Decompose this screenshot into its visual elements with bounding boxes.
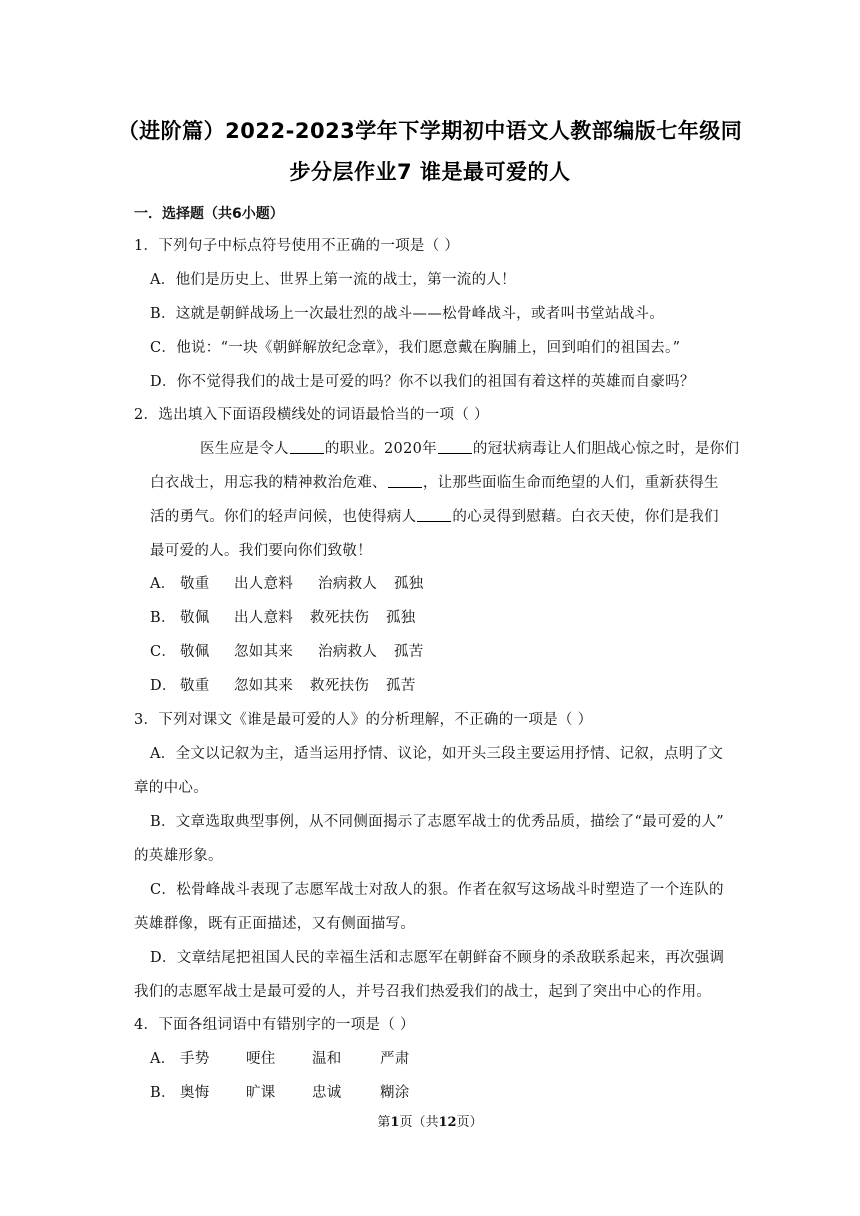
passage-text: 白衣战士，用忘我的精神救治危难、	[150, 475, 387, 491]
option-label: D．	[150, 678, 177, 694]
question-3-stem: 3．下列对课文《谁是最可爱的人》的分析理解，不正确的一项是（ ）	[134, 712, 593, 728]
option-word: 严肃	[380, 1051, 410, 1067]
question-1-stem: 1．下列句子中标点符号使用不正确的一项是（ ）	[134, 238, 460, 254]
page-footer	[0, 1111, 860, 1130]
option-word: 治病救人	[318, 576, 378, 592]
passage-text: 的心灵得到慰藉。白衣天使，你们是我们	[452, 509, 719, 525]
question-4-option-a	[150, 1049, 410, 1069]
fill-blank-3	[388, 473, 422, 488]
option-word: 敬佩	[180, 610, 210, 626]
option-word: 孤独	[394, 576, 424, 592]
question-4-option-b	[150, 1083, 410, 1103]
passage-text: 的冠状病毒让人们胆战心惊之时，是你们	[472, 441, 740, 457]
question-4-stem: 4．下面各组词语中有错别字的一项是（ ）	[134, 1017, 415, 1033]
passage-text: ，让那些面临生命而绝望的人们，重新获得生	[422, 475, 719, 491]
question-3-option-d-cont: 我们的志愿军战士是最可爱的人，并号召我们热爱我们的战士，起到了突出中心的作用。	[134, 984, 712, 1000]
question-2-stem: 2．选出填入下面语段横线处的词语最恰当的一项（ ）	[134, 407, 489, 423]
option-word: 孤独	[386, 610, 416, 626]
question-2-passage-line-3	[150, 507, 719, 527]
option-label: B．	[150, 610, 176, 626]
question-2-passage-line-4: 最可爱的人。我们要向你们致敬！	[150, 543, 372, 559]
option-word: 孤苦	[386, 678, 416, 694]
option-word: 忽如其来	[234, 644, 294, 660]
question-3-option-a-cont: 章的中心。	[134, 780, 208, 796]
question-3-option-d: D．文章结尾把祖国人民的幸福生活和志愿军在朝鲜奋不顾身的杀敌联系起来，再次强调	[150, 950, 725, 966]
question-1-option-d: D．你不觉得我们的战士是可爱的吗？你不以我们的祖国有着这样的英雄而自豪吗？	[150, 374, 695, 390]
option-word: 孤苦	[394, 644, 424, 660]
option-word: 手势	[180, 1051, 210, 1067]
option-word: 旷课	[246, 1085, 276, 1101]
option-label: B．	[150, 1085, 176, 1101]
question-3-option-b: B．文章选取典型事例，从不同侧面揭示了志愿军战士的优秀品质，描绘了“最可爱的人”	[150, 814, 724, 830]
option-word: 救死扶伤	[310, 678, 370, 694]
option-word: 敬佩	[180, 644, 210, 660]
option-word: 出人意料	[234, 610, 294, 626]
option-word: 治病救人	[318, 644, 378, 660]
passage-text: 的职业。2020年	[324, 441, 437, 457]
question-3-option-b-cont: 的英雄形象。	[134, 848, 223, 864]
option-word: 救死扶伤	[310, 610, 370, 626]
question-2-passage-line-1	[200, 439, 739, 459]
question-2-option-c	[150, 642, 424, 662]
section-heading: 一．选择题（共6小题）	[134, 206, 284, 222]
document-title-line-2: 步分层作业7 谁是最可爱的人	[289, 160, 571, 184]
option-word: 忽如其来	[234, 678, 294, 694]
option-word: 敬重	[180, 678, 210, 694]
option-word: 糊涂	[380, 1085, 410, 1101]
fill-blank-2	[438, 439, 472, 454]
option-word: 出人意料	[234, 576, 294, 592]
option-word: 敬重	[180, 576, 210, 592]
question-2-option-b	[150, 608, 416, 628]
question-2-option-a	[150, 574, 424, 594]
question-3-option-a: A．全文以记叙为主，适当运用抒情、议论，如开头三段主要运用抒情、记叙，点明了文	[150, 746, 724, 762]
question-1-option-a: A．他们是历史上、世界上第一流的战士，第一流的人！	[150, 272, 516, 288]
question-2-passage-line-2	[150, 473, 719, 493]
option-word: 温和	[312, 1051, 342, 1067]
option-word: 奥悔	[180, 1085, 210, 1101]
option-label: A．	[150, 1051, 176, 1067]
question-3-option-c-cont: 英雄群像，既有正面描述，又有侧面描写。	[134, 916, 416, 932]
footer-text: 页）	[456, 1115, 483, 1130]
passage-text: 活的勇气。你们的轻声问候，也使得病人	[150, 509, 417, 525]
current-page-number: 1	[390, 1115, 400, 1130]
total-page-count: 12	[438, 1115, 457, 1130]
passage-text: 医生应是令人	[200, 441, 289, 457]
question-2-option-d	[150, 676, 416, 696]
fill-blank-1	[290, 439, 324, 454]
option-word: 哽住	[246, 1051, 276, 1067]
option-label: A．	[150, 576, 176, 592]
document-title-line-1: （进阶篇）2022-2023学年下学期初中语文人教部编版七年级同	[117, 119, 743, 143]
option-label: C．	[150, 644, 177, 660]
footer-text: 第	[377, 1115, 391, 1130]
fill-blank-4	[417, 507, 451, 522]
question-3-option-c: C．松骨峰战斗表现了志愿军战士对敌人的狠。作者在叙写这场战斗时塑造了一个连队的	[150, 882, 724, 898]
footer-text: 页（共	[399, 1115, 439, 1130]
question-1-option-b: B．这就是朝鲜战场上一次最壮烈的战斗——松骨峰战斗，或者叫书堂站战斗。	[150, 306, 665, 322]
option-word: 忠诚	[312, 1085, 342, 1101]
question-1-option-c: C．他说：“一块《朝鲜解放纪念章》，我们愿意戴在胸脯上，回到咱们的祖国去。”	[150, 340, 681, 356]
